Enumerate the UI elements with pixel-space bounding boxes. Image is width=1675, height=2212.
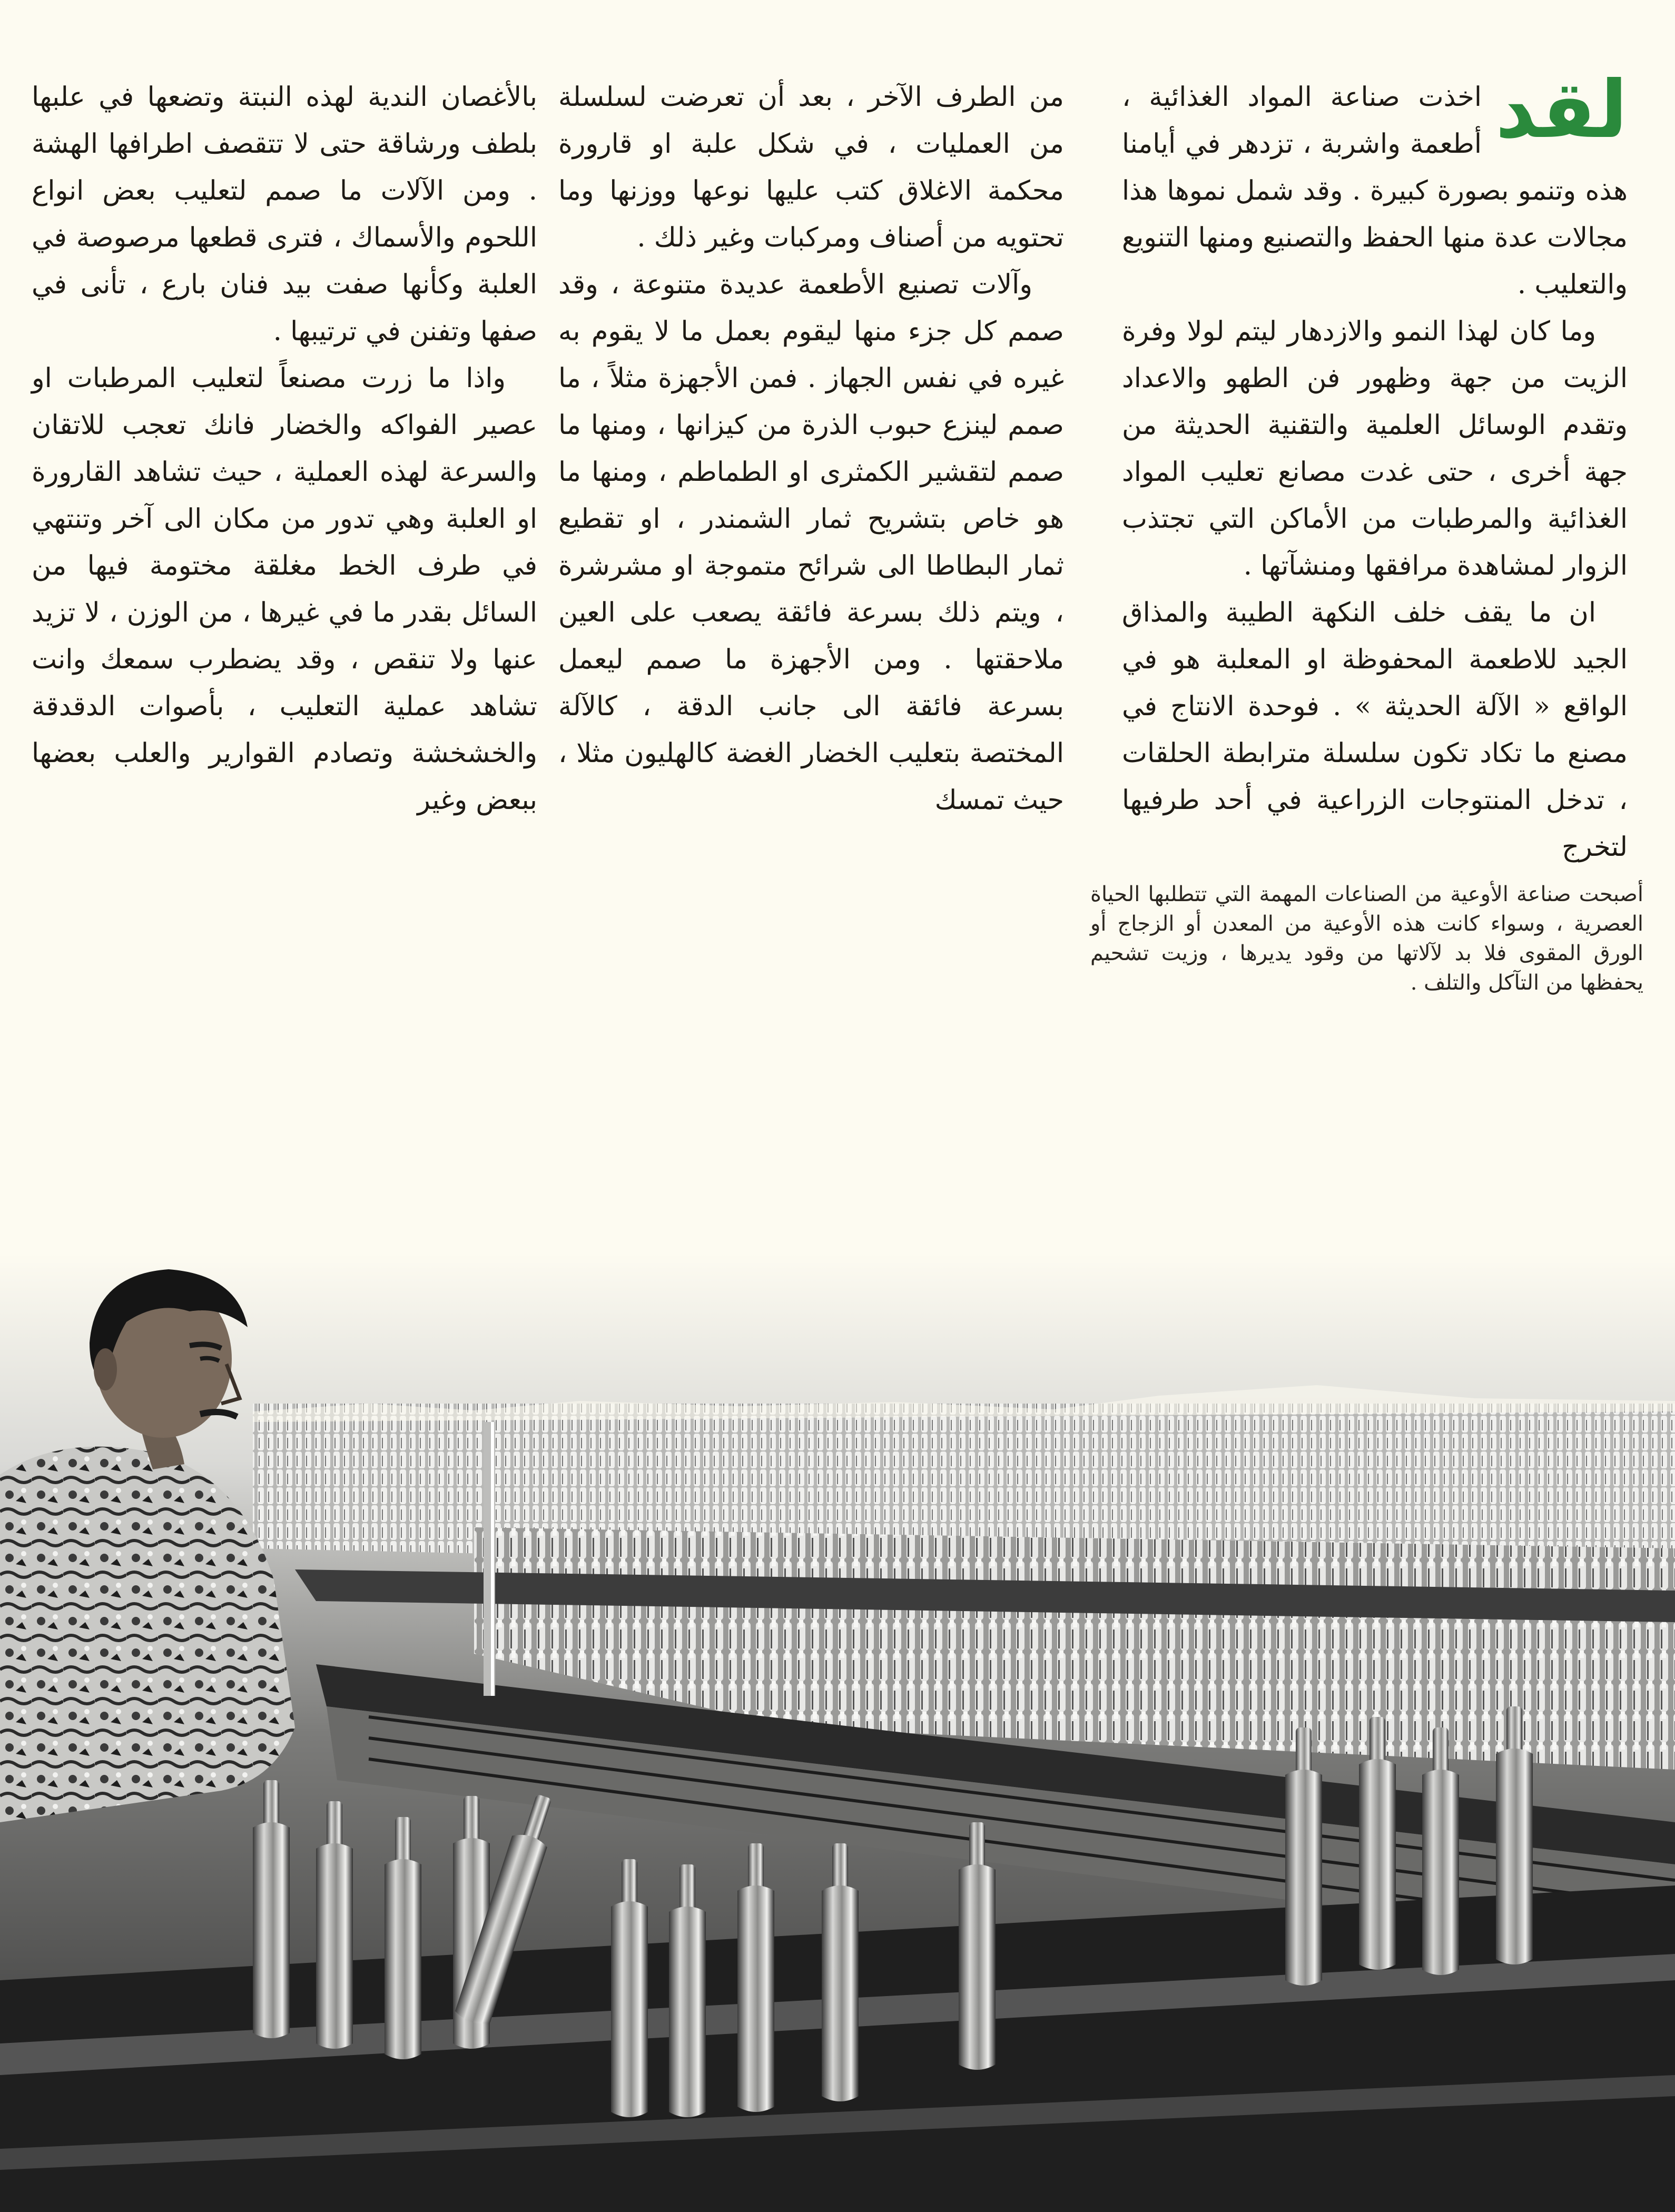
paragraph: وما كان لهذا النمو والازدهار ليتم لولا وفرة الزيت من جهة وظهور فن الطهو والاعداد وتقدم الوسائل العلمية والتقنية الحديثة من جهة أخرى ، حتى غدت مصانع تعليب المواد الغذائية والمرطبات من الأماكن التي تجتذب الزوار لمشاهدة مرافقها ومنشآتها . bbox=[1122, 316, 1628, 581]
paragraph: ان ما يقف خلف النكهة الطيبة والمذاق الجيد للاطعمة المحفوظة او المعلبة هو في الواقع « الآلة الحديثة » . فوحدة الانتاج في مصنع ما تكاد تكون سلسلة مترابطة الحلقات ، تدخل المنتوجات الزراعية في أحد طرفيها لتخرج bbox=[1122, 597, 1628, 863]
bottling-line-photo bbox=[0, 1253, 1675, 2212]
paragraph: واذا ما زرت مصنعاً لتعليب المرطبات او عصير الفواكه والخضار فانك تعجب للاتقان والسرعة لهذه العملية ، حيث تشاهد القارورة او العلبة وهي تدور من مكان الى آخر وتنتهي في طرف الخط مغلقة مختومة فيها من السائل بقدر ما في غيرها ، من الوزن ، لا تزيد عنها ولا تنقص ، وقد يضطرب سمعك وانت تشاهد عملية التعليب ، بأصوات الدقدقة والخشخشة وتصادم القوارير والعلب بعضها ببعض وغير bbox=[32, 363, 537, 816]
photo-caption: أصبحت صناعة الأوعية من الصناعات المهمة التي تتطلبها الحياة العصرية ، وسواء كانت هذه الأوعية من المعدن أو الزجاج أو الورق المقوى فلا بد لآلاتها من وقود يديرها ، وزيت تشحيم يحفظها من التآكل والتلف . bbox=[1090, 882, 1643, 995]
paragraph: وآلات تصنيع الأطعمة عديدة متنوعة ، وقد صمم كل جزء منها ليقوم بعمل ما لا يقوم به غيره في نفس الجهاز . فمن الأجهزة مثلاً ، ما صمم لينزع حبوب الذرة من كيزانها ، ومنها ما صمم لتقشير الكمثرى او الطماطم ، ومنها ما هو خاص بتشريح ثمار الشمندر ، او تقطيع ثمار البطاطا الى شرائح متموجة او مشرشرة ، ويتم ذلك بسرعة فائقة يصعب على العين ملاحقتها . ومن الأجهزة ما صمم ليعمل بسرعة فائقة الى جانب الدقة ، كالآلة المختصة بتعليب الخضار الغضة كالهليون مثلا ، حيث تمسك bbox=[558, 269, 1064, 816]
paragraph: بالأغصان الندية لهذه النبتة وتضعها في علبها بلطف ورشاقة حتى لا تتقصف اطرافها الهشة . ومن الآلات ما صمم لتعليب بعض انواع اللحوم والأسماك ، فترى قطعها مرصوصة في العلبة وكأنها صفت بيد فنان بارع ، تأنى في صفها وتفنن في ترتيبها . bbox=[32, 82, 537, 347]
article-column-3 bbox=[32, 74, 537, 824]
drop-cap: لقد bbox=[1495, 64, 1628, 156]
photo-illustration bbox=[0, 1253, 1675, 2212]
paragraph: من الطرف الآخر ، بعد أن تعرضت لسلسلة من العمليات ، في شكل علبة او قارورة محكمة الاغلاق كتب عليها نوعها ووزنها وما تحتويه من أصناف ومركبات وغير ذلك . bbox=[558, 82, 1064, 253]
paragraph: اخذت صناعة المواد الغذائية ، أطعمة واشربة ، تزدهر في أيامنا هذه وتنمو بصورة كبيرة . وقد شمل نموها هذا مجالات عدة منها الحفظ والتصنيع ومنها التنويع والتعليب . bbox=[1122, 82, 1628, 300]
article-column-1 bbox=[1122, 64, 1628, 871]
article-column-2 bbox=[558, 74, 1064, 824]
